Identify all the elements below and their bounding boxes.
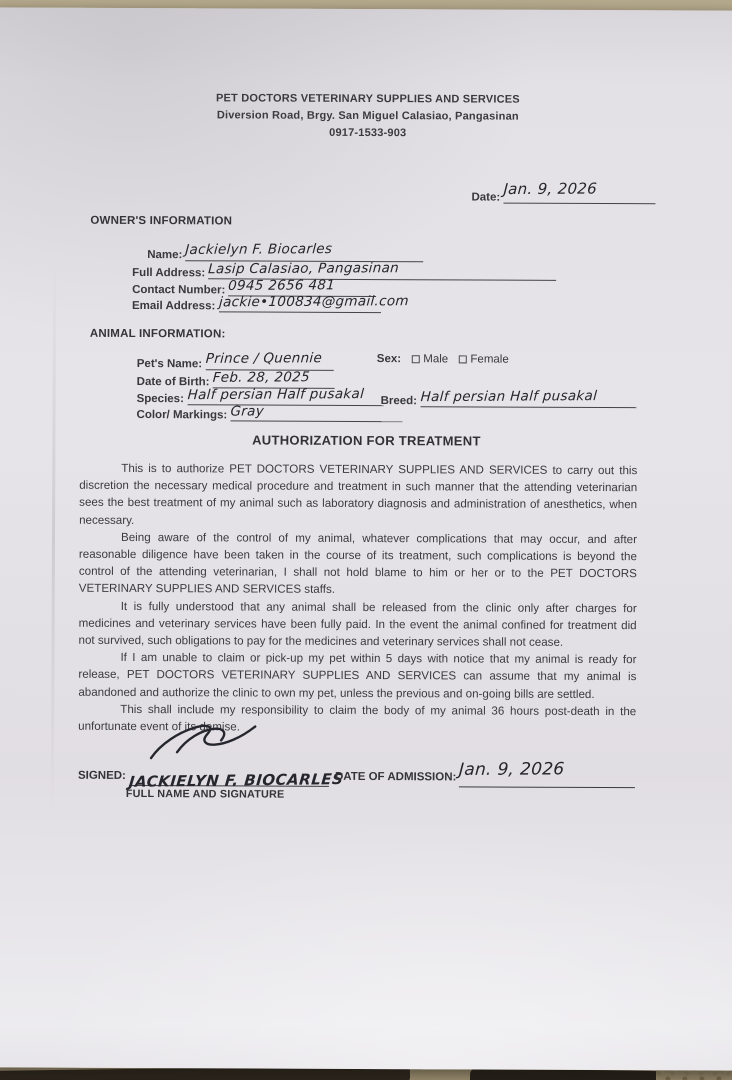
owner-address-value: Lasip Calasiao, Pangasinan <box>207 260 400 278</box>
female-option-label: Female <box>470 353 509 366</box>
signature-block <box>0 727 732 850</box>
authorization-body <box>78 460 637 738</box>
letterhead <box>0 89 732 143</box>
clinic-address: Diversion Road, Brgy. San Miguel Calasiao, Pangasinan <box>216 109 519 123</box>
species-label: Species: <box>136 392 184 406</box>
species-value: Half persian Half pusakal <box>186 386 365 404</box>
signature-caption: FULL NAME AND SIGNATURE <box>125 787 285 801</box>
owner-email-value: jackie•100834@gmail.com <box>218 293 409 311</box>
pet-name-value: Prince / Quennie <box>204 350 323 367</box>
authorization-title: AUTHORIZATION FOR TREATMENT <box>252 432 481 449</box>
paragraph-4: If I am unable to claim or pick-up my pet within 5 days with notice that my animal is ready for release, PET DOCTORS VETERINARY SUPPLIES AND SERVICES can assume that my animal is abandoned and authorize the clinic to own my pet, unless the previous and on-going bills are settled. <box>78 651 637 701</box>
owner-name-value: Jackielyn F. Biocarles <box>185 241 334 258</box>
admission-date-line <box>459 759 635 788</box>
pet-name-label: Pet's Name: <box>136 357 203 371</box>
male-option-label: Male <box>423 353 449 366</box>
paragraph-3: It is fully understood that any animal shall be released from the clinic only after charges for medicines and veterinary services have been fully paid. In the event the animal confined for treatment did not survived, such obligations to pay for the medicines and veterinary services shall not cease. <box>78 599 637 649</box>
sex-field <box>377 353 509 366</box>
date-of-birth-value: Feb. 28, 2025 <box>212 369 311 386</box>
owner-address-label: Full Address: <box>132 266 206 280</box>
clinic-phone: 0917-1533-903 <box>329 126 407 140</box>
date-field <box>471 179 655 204</box>
document-paper <box>0 7 732 1070</box>
admission-date-label: DATE OF ADMISSION: <box>334 770 457 784</box>
signature-line <box>128 728 345 791</box>
date-label: Date: <box>471 191 501 204</box>
date-of-birth-label: Date of Birth: <box>136 375 210 389</box>
color-markings-label: Color/ Markings: <box>136 408 228 422</box>
female-checkbox <box>458 355 466 363</box>
signature-flourish <box>137 722 317 763</box>
animal-info-heading: ANIMAL INFORMATION: <box>89 327 226 341</box>
owner-name-label: Name: <box>147 249 183 262</box>
owner-contact-label: Contact Number: <box>132 283 226 297</box>
owner-info-heading: OWNER'S INFORMATION <box>90 214 233 228</box>
male-checkbox <box>411 355 419 363</box>
signed-label: SIGNED: <box>77 769 126 782</box>
date-value: Jan. 9, 2026 <box>502 179 598 199</box>
breed-field <box>381 388 637 408</box>
signature-name: JACKIELYN F. BIOCARLES <box>128 770 345 791</box>
admission-date-value: Jan. 9, 2026 <box>458 759 566 780</box>
breed-label: Breed: <box>380 395 418 408</box>
sex-label: Sex: <box>376 353 402 366</box>
color-markings-field <box>137 403 403 422</box>
owner-email-field <box>131 293 409 313</box>
breed-value: Half persian Half pusakal <box>419 388 598 406</box>
paragraph-5: This shall include my responsibility to claim the body of my animal 36 hours post-death in the unfortunate event of its demise. <box>78 702 637 734</box>
pet-name-field <box>136 350 509 371</box>
owner-email-label: Email Address: <box>131 299 216 313</box>
clinic-name: PET DOCTORS VETERINARY SUPPLIES AND SERVICES <box>215 92 520 106</box>
owner-name-field <box>147 241 423 262</box>
paragraph-1: This is to authorize PET DOCTORS VETERINARY SUPPLIES AND SERVICES to carry out this discretion the necessary medical procedure and treatment in such manner that the attending veterinarian sees the best treatment of my animal such as laboratory diagnosis and administration of anesthetics, when necessary. <box>79 461 638 527</box>
owner-contact-value: 0945 2656 481 <box>228 277 337 294</box>
color-markings-value: Gray <box>229 403 265 420</box>
paragraph-2: Being aware of the control of my animal, whatever complications that may occur, and after reasonable diligence have been taken in the course of its treatment, such complications is beyond the control of the attending veterinarian, I shall not hold blame to him or her or to the PET DOCTORS VETERINARY SUPPLIES AND SERVICES staffs. <box>78 530 638 597</box>
